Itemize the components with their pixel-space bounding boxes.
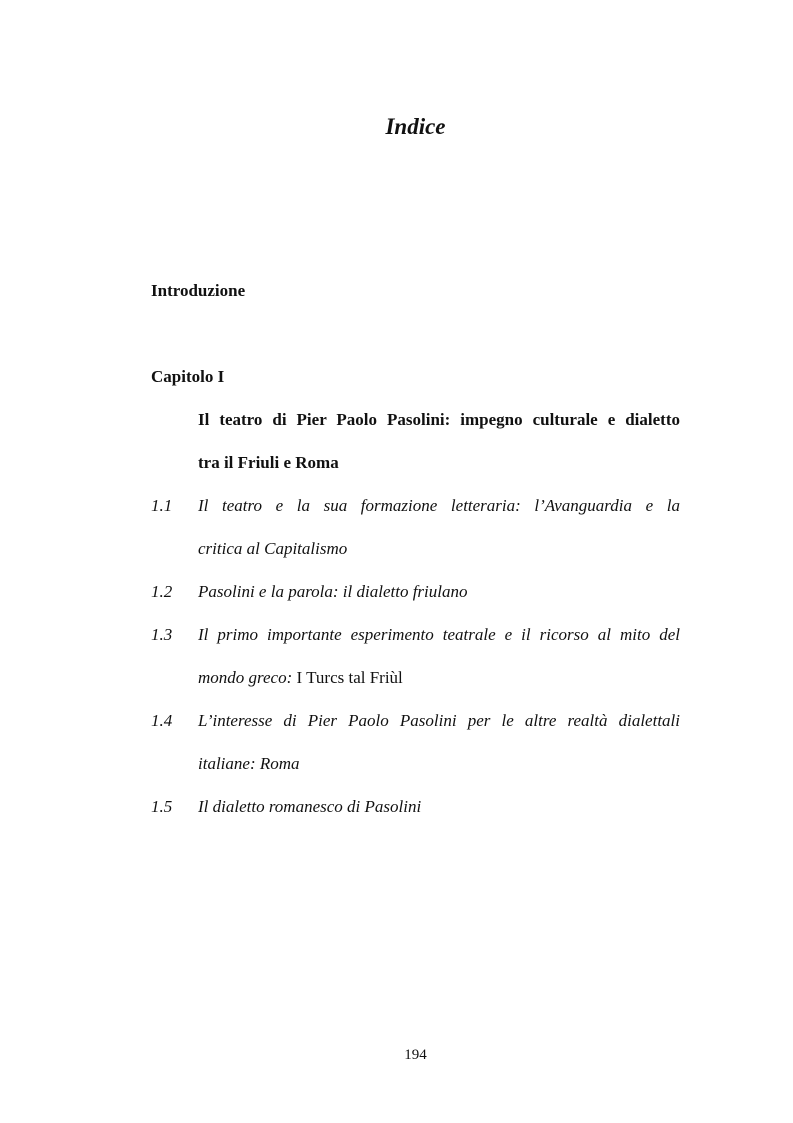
section-number: 1.3 — [151, 625, 173, 644]
chapter-title-line-1: Il teatro di Pier Paolo Pasolini: impegno culturale e dialetto — [198, 410, 680, 429]
section-title-line-1: Pasolini e la parola: il dialetto friulano — [198, 582, 468, 601]
section-title-line-1: Il dialetto romanesco di Pasolini — [198, 797, 422, 816]
page-number: 194 — [404, 1047, 427, 1063]
section-number: 1.5 — [151, 797, 173, 816]
section-title-line-2: critica al Capitalismo — [198, 539, 348, 558]
introduction-heading: Introduzione — [151, 281, 246, 300]
toc-entry-1-1 — [151, 484, 680, 570]
section-title-line-2-italic: mondo greco: — [198, 668, 293, 687]
section-number: 1.4 — [151, 711, 173, 730]
section-title-line-1: Il primo importante esperimento teatrale e il ricorso al mito del — [198, 625, 680, 644]
section-title-line-2: italiane: Roma — [198, 754, 300, 773]
chapter-title-line-2: tra il Friuli e Roma — [198, 453, 339, 472]
section-title-line-1: Il teatro e la sua formazione letteraria: l’Avanguardia e la — [198, 496, 680, 515]
section-number: 1.1 — [151, 496, 173, 515]
section-title-line-1: L’interesse di Pier Paolo Pasolini per le altre realtà dialettali — [198, 711, 680, 730]
toc-entry-1-2 — [151, 570, 680, 613]
toc-entry-1-3 — [151, 613, 680, 699]
chapter-title — [198, 398, 680, 484]
work-title: I Turcs tal Friùl — [292, 668, 403, 687]
page-title: Indice — [385, 114, 446, 139]
toc-entry-1-5 — [151, 785, 680, 828]
section-title-line-2 — [198, 656, 680, 699]
section-number: 1.2 — [151, 582, 173, 601]
toc-entry-1-4 — [151, 699, 680, 785]
chapter-label: Capitolo I — [151, 367, 225, 386]
